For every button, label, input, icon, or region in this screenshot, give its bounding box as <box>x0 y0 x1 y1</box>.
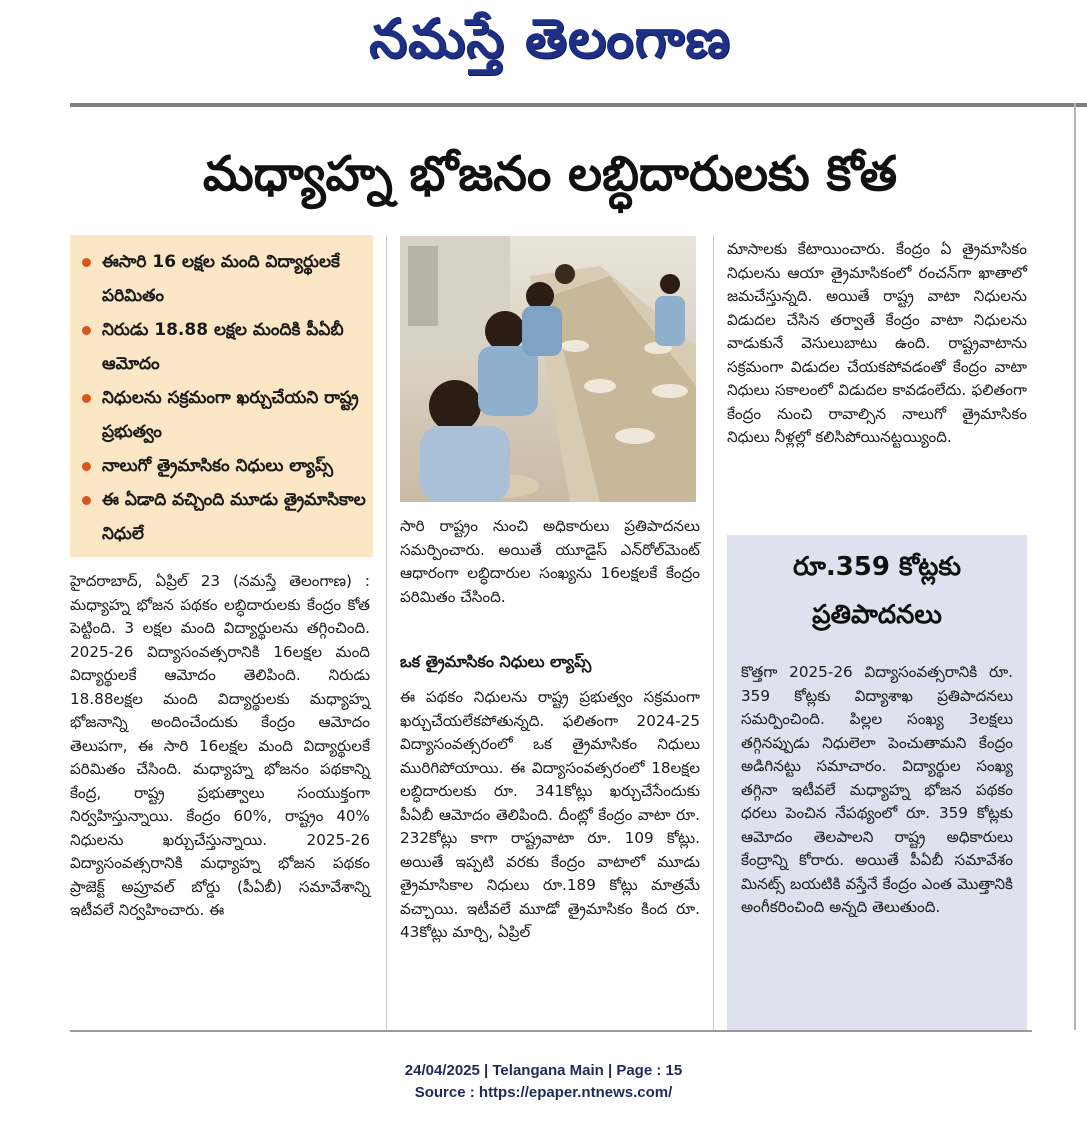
newspaper-logo: నమస్తే తెలంగాణ <box>369 7 731 70</box>
bullet-icon <box>82 394 91 403</box>
bullet-icon <box>82 462 91 471</box>
highlight-item: ఈ ఏడాది వచ్చింది మూడు త్రైమాసికాల నిధులే <box>82 483 367 551</box>
column-divider <box>713 235 714 1030</box>
right-border <box>1074 103 1076 1030</box>
article-column-left: హైదరాబాద్, ఏప్రిల్ 23 (నమస్తే తెలంగాణ) : మధ్యాహ్న భోజన పథకం లబ్ధిదారులకు కేంద్రం కోత పెట్టింది. 3 లక్షల మంది విద్యార్థులను తగ్గించింది. 2025-26 విద్యాసంవత్సరానికి 16లక్షల మంది విద్యార్థులకే ఆమోదం తెలిపింది. నిరుడు 18.88లక్షల మంది విద్యార్థులకు మధ్యాహ్న భోజనాన్ని అందించేందుకు కేంద్రం ఆమోదం తెలుపగా, ఈ సారి 16లక్షల మంది విద్యార్థులకే పరిమితం చేసింది. మధ్యాహ్న భోజనం పథకాన్ని కేంద్ర, రాష్ట్ర ప్రభుత్వాలు సంయుక్తంగా నిర్వహిస్తున్నాయి. కేంద్రం 60%, రాష్ట్రం 40% నిధులను ఖర్చుచేస్తున్నాయి. 2025-26 విద్యాసంవత్సరానికి మధ్యాహ్న భోజన పథకం ప్రాజెక్ట్ అప్రూవల్ బోర్డు (పీఏబీ) సమావేశాన్ని ఇటీవలే నిర్వహించారు. ఈ <box>70 572 370 919</box>
article-subheading: ఒక త్రైమాసికం నిధులు ల్యాప్స్ <box>400 652 592 671</box>
sidebar-box-text: కొత్తగా 2025-26 విద్యాసంవత్సరానికి రూ. 359 కోట్లకు విద్యాశాఖ ప్రతిపాదనలు సమర్పించింది. పిల్లల సంఖ్య 3లక్షలు తగ్గినప్పుడు నిధులెలా పెంచుతామని కేంద్రం అడిగినట్టు సమాచారం. విద్యార్థుల సంఖ్య తగ్గినా ఇటీవలే మధ్యాహ్న భోజన పథకం ధరలు పెంచిన నేపథ్యంలో రూ. 359 కోట్లకు ఆమోదం తెలపాలని రాష్ట్ర అధికారులు కేంద్రాన్ని కోరారు. అయితే పీఏబీ సమావేశం మినట్స్ బయటికి వస్తేనే కేంద్రం ఎంత మొత్తానికి అంగీకరించింది అన్నది తెలుతుంది. <box>741 663 1013 916</box>
article-column-middle-bottom: ఈ పథకం నిధులను రాష్ట్ర ప్రభుత్వం సక్రమంగా ఖర్చుచేయలేకపోతున్నది. ఫలితంగా 2024-25 విద్యాసంవత్సరంలో ఒక త్రైమాసికం నిధులు మురిగిపోయాయి. ఈ విద్యాసంవత్సరంలో 18లక్షల లబ్ధిదారులకు రూ. 341కోట్లు ఖర్చుచేసేందుకు పీఏబీ ఆమోదం తెలిపింది. దీంట్లో కేంద్రం వాటా రూ. 232కోట్లు కాగా రాష్ట్రవాటా రూ. 109 కోట్లు. అయితే ఇప్పటి వరకు కేంద్రం వాటాలో మూడు త్రైమాసికాల నిధులు రూ.189 కోట్లు మాత్రమే వచ్చాయి. ఇటీవలే మూడో త్రైమాసికం కింద రూ. 43కోట్లు మార్చి, ఏప్రిల్ <box>400 688 700 941</box>
highlight-item: నిధులను సక్రమంగా ఖర్చుచేయని రాష్ట్ర ప్రభుత్వం <box>82 381 367 449</box>
bullet-icon <box>82 258 91 267</box>
highlight-item: ఈసారి 16 లక్షల మంది విద్యార్థులకే పరిమితం <box>82 245 367 313</box>
page-footer <box>0 1060 1087 1104</box>
masthead <box>0 0 1087 90</box>
article-column-right: మాసాలకు కేటాయించారు. కేంద్రం ఏ త్రైమాసికం నిధులను ఆయా త్రైమాసికంలో రంచన్‌గా ఖాతాలో జమచేస్తున్నది. అయితే రాష్ట్ర వాటా నిధులను విడుదల చేసిన తర్వాతే కేంద్రం వాటా నిధులను వాడుకునే వెసులుబాటు ఉంది. రాష్ట్రవాటాను సక్రమంగా విడుదల చేయకపోవడంతో కేంద్రం వాటా నిధులు సకాలంలో విడుదల కావడంలేదు. ఫలితంగా కేంద్రం నుంచి రావాల్సిన నాలుగో త్రైమాసికం నిధులు నీళ్లల్లో కలిసిపోయినట్టయ్యింది. <box>727 240 1027 446</box>
footer-source: Source : https://epaper.ntnews.com/ <box>414 1084 673 1101</box>
top-rule <box>70 103 1087 107</box>
sidebar-box <box>727 535 1027 1031</box>
article-column-middle-top: సారి రాష్ట్రం నుంచి అధికారులు ప్రతిపాదనలు సమర్పించారు. అయితే యూడైస్ ఎన్‌రోల్‌మెంట్ ఆధారంగా లబ్ధిదారుల సంఖ్యను 16లక్షలకే కేంద్రం పరిమితం చేసింది. <box>400 517 700 606</box>
footer-date-page: 24/04/2025 | Telangana Main | Page : 15 <box>404 1062 683 1079</box>
highlights-box <box>70 235 373 557</box>
bullet-icon <box>82 496 91 505</box>
article-photo <box>400 236 696 502</box>
column-divider <box>386 235 387 1030</box>
bottom-rule <box>70 1030 1032 1032</box>
sidebar-box-title: రూ.359 కోట్లకు ప్రతిపాదనలు <box>793 552 961 630</box>
highlight-item: నిరుడు 18.88 లక్షల మందికి పీఏబీ ఆమోదం <box>82 313 367 381</box>
bullet-icon <box>82 326 91 335</box>
highlight-item: నాలుగో త్రైమాసికం నిధులు ల్యాప్స్ <box>82 449 367 483</box>
article-headline: మధ్యాహ్న భోజనం లబ్ధిదారులకు కోత <box>202 146 898 202</box>
students-eating-photo <box>400 236 696 502</box>
